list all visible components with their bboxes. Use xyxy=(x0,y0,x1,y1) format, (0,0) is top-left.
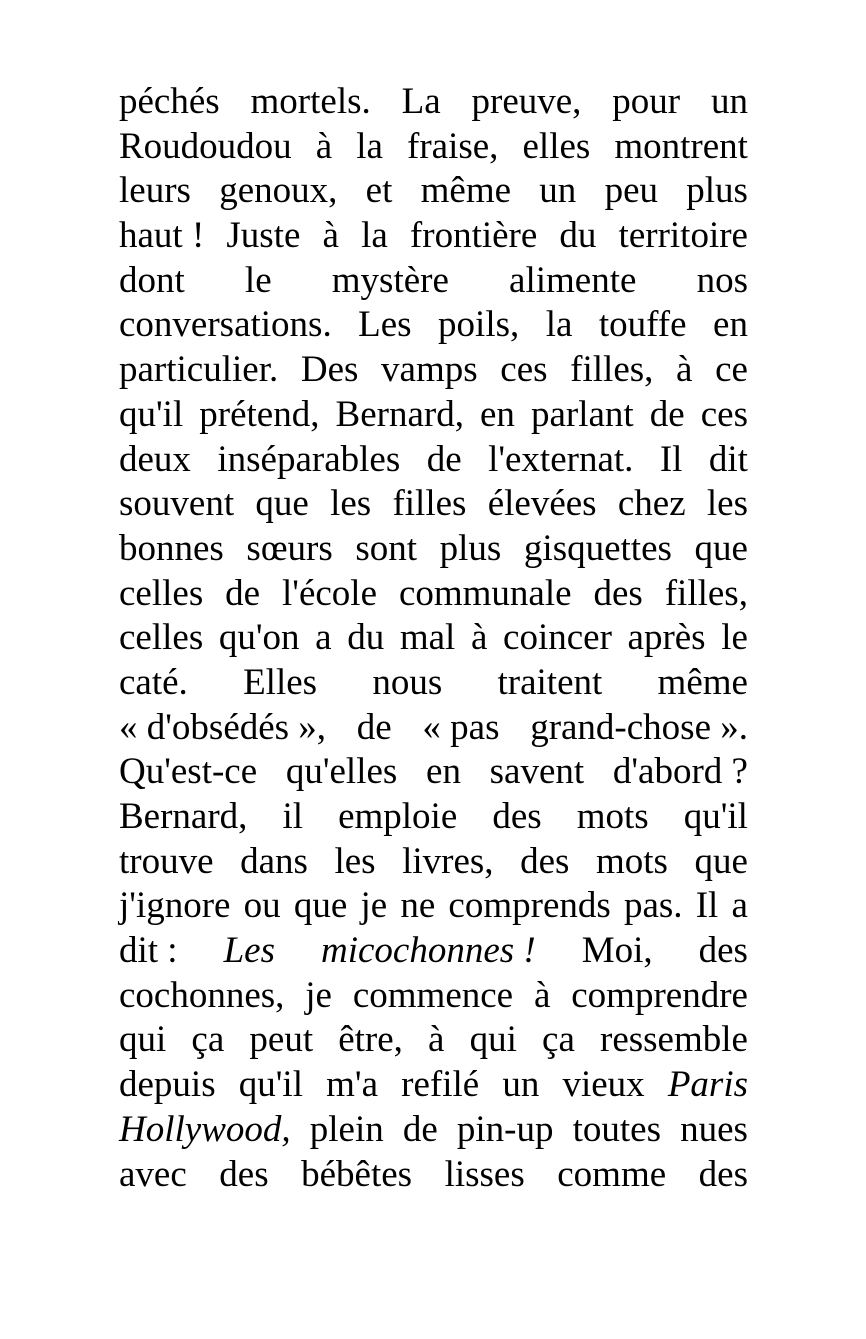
text-line xyxy=(119,259,748,304)
text-word: mortels. xyxy=(250,81,371,122)
text-word: de xyxy=(402,1108,438,1150)
text-word: cochonnes, xyxy=(119,974,285,1016)
text-word: en xyxy=(713,304,748,346)
text-word: fraise, xyxy=(407,125,499,167)
text-word: refilé xyxy=(401,1064,480,1106)
text-word: nos xyxy=(696,259,748,301)
text-word: du xyxy=(559,215,597,257)
text-word: comme xyxy=(557,1153,667,1195)
text-word: souvent xyxy=(119,483,235,525)
text-word: La xyxy=(401,81,441,122)
text-word: poils, xyxy=(438,304,520,346)
text-word: savent xyxy=(489,751,585,793)
text-word: m'a xyxy=(326,1064,378,1106)
text-word: dans xyxy=(240,840,308,882)
text-word: mots xyxy=(595,840,668,882)
text-word: Bernard, xyxy=(119,796,248,837)
text-word: de xyxy=(225,572,261,614)
text-word: emploie xyxy=(338,796,458,837)
text-word: communale xyxy=(398,572,572,614)
text-word: être, xyxy=(338,1019,403,1061)
text-word: pour xyxy=(612,81,681,122)
text-word: vamps xyxy=(381,349,478,391)
text-word: filles, xyxy=(570,349,654,391)
text-word: Il xyxy=(659,438,683,480)
text-line xyxy=(119,303,748,348)
text-word: commence xyxy=(352,974,514,1016)
text-word: élevées xyxy=(487,483,597,525)
text-word: Qu'est-ce xyxy=(119,751,258,793)
text-word: filles, xyxy=(664,572,748,614)
text-word: toutes xyxy=(572,1108,661,1150)
text-word: la xyxy=(356,125,383,167)
text-line xyxy=(119,125,748,170)
text-word: prétend, xyxy=(199,393,320,435)
text-line xyxy=(119,438,748,483)
text-word: un xyxy=(539,170,577,212)
text-line xyxy=(119,661,748,706)
text-line xyxy=(119,616,748,661)
text-word: montrent xyxy=(614,125,748,167)
text-word: peu xyxy=(604,170,658,212)
text-word: Hollywood, xyxy=(119,1108,291,1150)
text-word: a xyxy=(315,617,332,659)
text-word: il xyxy=(282,796,304,837)
text-word: sœurs xyxy=(246,527,333,569)
text-word: conversations. xyxy=(119,304,332,346)
text-word: les xyxy=(706,483,748,525)
text-word: qui xyxy=(119,1019,167,1061)
text-word: en xyxy=(480,393,515,435)
text-word: elles xyxy=(522,125,591,167)
text-word: leurs xyxy=(119,170,191,212)
text-line xyxy=(119,348,748,393)
text-line xyxy=(119,884,748,929)
text-word: pin-up xyxy=(456,1108,554,1150)
text-word: que xyxy=(694,840,748,882)
text-word: le xyxy=(244,259,272,301)
text-word: gisquettes xyxy=(523,527,672,569)
text-word: qu'il xyxy=(119,393,184,435)
text-word: deux xyxy=(119,438,191,480)
text-word: a xyxy=(731,885,748,927)
text-word: que xyxy=(255,483,309,525)
text-word: comprendre xyxy=(571,974,748,1016)
text-word: des xyxy=(698,1153,748,1195)
text-word: Les xyxy=(223,930,275,972)
text-line xyxy=(119,974,748,1019)
text-line xyxy=(119,1153,748,1198)
text-word: chez xyxy=(617,483,686,525)
text-word: plein xyxy=(309,1108,384,1150)
text-word: le xyxy=(721,617,748,659)
text-word: « pas xyxy=(422,706,500,748)
text-word: genoux, xyxy=(219,170,338,212)
text-word: je xyxy=(360,885,388,927)
text-word: nues xyxy=(680,1108,748,1150)
text-word: Il xyxy=(695,885,719,927)
text-word: du xyxy=(347,617,385,659)
text-word: parlant xyxy=(530,393,634,435)
text-line xyxy=(119,750,748,795)
text-word: un xyxy=(502,1064,540,1106)
text-word: comprends xyxy=(448,885,611,927)
text-word: je xyxy=(305,974,332,1016)
text-word: celles xyxy=(119,617,204,659)
text-word: que xyxy=(293,885,348,927)
text-word: à xyxy=(428,1019,445,1061)
text-word: peut xyxy=(249,1019,314,1061)
text-word: plus xyxy=(686,170,748,212)
text-word: dont xyxy=(119,259,185,301)
text-word: qui xyxy=(469,1019,517,1061)
text-word: preuve, xyxy=(471,81,582,122)
text-word: à xyxy=(533,974,551,1016)
text-word: touffe xyxy=(598,304,687,346)
text-word: caté. xyxy=(119,661,188,703)
text-line xyxy=(119,706,748,751)
text-word: Roudoudou xyxy=(119,125,292,167)
text-word: celles xyxy=(119,572,204,614)
text-word: les xyxy=(334,840,376,882)
text-word: Les xyxy=(358,304,412,346)
text-word: coincer xyxy=(503,617,612,659)
text-word: mystère xyxy=(331,259,449,301)
text-word: particulier. xyxy=(119,349,279,391)
text-word: les xyxy=(330,483,372,525)
text-word: et xyxy=(365,170,393,212)
text-word: alimente xyxy=(509,259,637,301)
text-word: bébêtes xyxy=(301,1153,413,1195)
text-word: même xyxy=(657,661,748,703)
text-word: péchés xyxy=(119,81,220,122)
text-line xyxy=(119,1018,748,1063)
text-word: sont xyxy=(355,527,418,569)
text-word: des xyxy=(520,840,570,882)
text-line xyxy=(119,840,748,885)
text-word: traitent xyxy=(497,661,603,703)
text-word: que xyxy=(694,527,748,569)
text-word: trouve xyxy=(119,840,214,882)
text-word: vieux xyxy=(562,1064,645,1106)
text-word: ça xyxy=(542,1019,575,1061)
text-word: bonnes xyxy=(119,527,224,569)
text-word: plus xyxy=(439,527,502,569)
text-line xyxy=(119,572,748,617)
text-word: même xyxy=(420,170,512,212)
text-word: ou xyxy=(243,885,281,927)
text-line xyxy=(119,482,748,527)
text-word: Paris xyxy=(667,1064,748,1106)
text-word: lisses xyxy=(444,1153,525,1195)
text-word: de xyxy=(649,393,685,435)
text-word: Elles xyxy=(243,661,318,703)
text-word: mots xyxy=(576,796,649,837)
text-word: ressemble xyxy=(600,1019,748,1061)
text-word: qu'elles xyxy=(285,751,398,793)
text-line xyxy=(119,393,748,438)
text-word: des xyxy=(698,930,748,972)
text-word: la xyxy=(361,215,388,257)
text-word: ces xyxy=(500,349,548,391)
text-word: inséparables xyxy=(217,438,401,480)
text-word: dit xyxy=(708,438,748,480)
text-word: Des xyxy=(300,349,359,391)
text-line xyxy=(119,169,748,214)
text-word: frontière xyxy=(409,215,538,257)
text-word: qu'on xyxy=(218,617,300,659)
text-word: des xyxy=(219,1153,269,1195)
text-word: Juste xyxy=(226,215,301,257)
text-word: j'ignore xyxy=(119,885,231,927)
text-word: depuis xyxy=(119,1064,216,1106)
body-text xyxy=(119,80,748,1197)
text-word: qu'il xyxy=(238,1064,303,1106)
text-word: de xyxy=(356,706,392,748)
text-word: l'école xyxy=(282,572,378,614)
text-line xyxy=(119,1063,748,1108)
text-word: des xyxy=(593,572,643,614)
text-word: territoire xyxy=(618,215,748,257)
text-word: Moi, xyxy=(581,930,653,972)
text-word: d'abord ? xyxy=(612,751,748,793)
text-word: ne xyxy=(400,885,436,927)
text-line xyxy=(119,214,748,259)
text-word: avec xyxy=(119,1153,187,1195)
text-word: des xyxy=(492,796,542,837)
text-word: à xyxy=(322,215,339,257)
text-word: ces xyxy=(700,393,748,435)
text-word: Bernard, xyxy=(335,393,464,435)
text-word: à xyxy=(676,349,693,391)
text-line xyxy=(119,80,748,125)
text-word: après xyxy=(627,617,706,659)
text-word: mal xyxy=(399,617,456,659)
text-word: haut ! xyxy=(119,215,205,257)
text-word: l'externat. xyxy=(488,438,634,480)
text-line xyxy=(119,527,748,572)
text-word: à xyxy=(470,617,488,659)
text-word: un xyxy=(710,81,748,122)
text-word: nous xyxy=(372,661,443,703)
text-word: « d'obsédés », xyxy=(119,706,327,748)
text-word: micochonnes ! xyxy=(320,930,536,972)
text-word: pas. xyxy=(623,885,683,927)
text-word: filles xyxy=(392,483,467,525)
text-word: la xyxy=(545,304,573,346)
text-word: grand-chose ». xyxy=(530,706,748,748)
text-word: dit : xyxy=(119,930,178,972)
text-line xyxy=(119,1108,748,1153)
text-word: ce xyxy=(715,349,748,391)
text-word: qu'il xyxy=(683,796,748,837)
text-word: de xyxy=(426,438,462,480)
text-line xyxy=(119,795,748,840)
text-word: à xyxy=(315,125,333,167)
text-word: livres, xyxy=(402,840,494,882)
text-line xyxy=(119,929,748,974)
text-word: ça xyxy=(191,1019,225,1061)
text-word: en xyxy=(426,751,461,793)
